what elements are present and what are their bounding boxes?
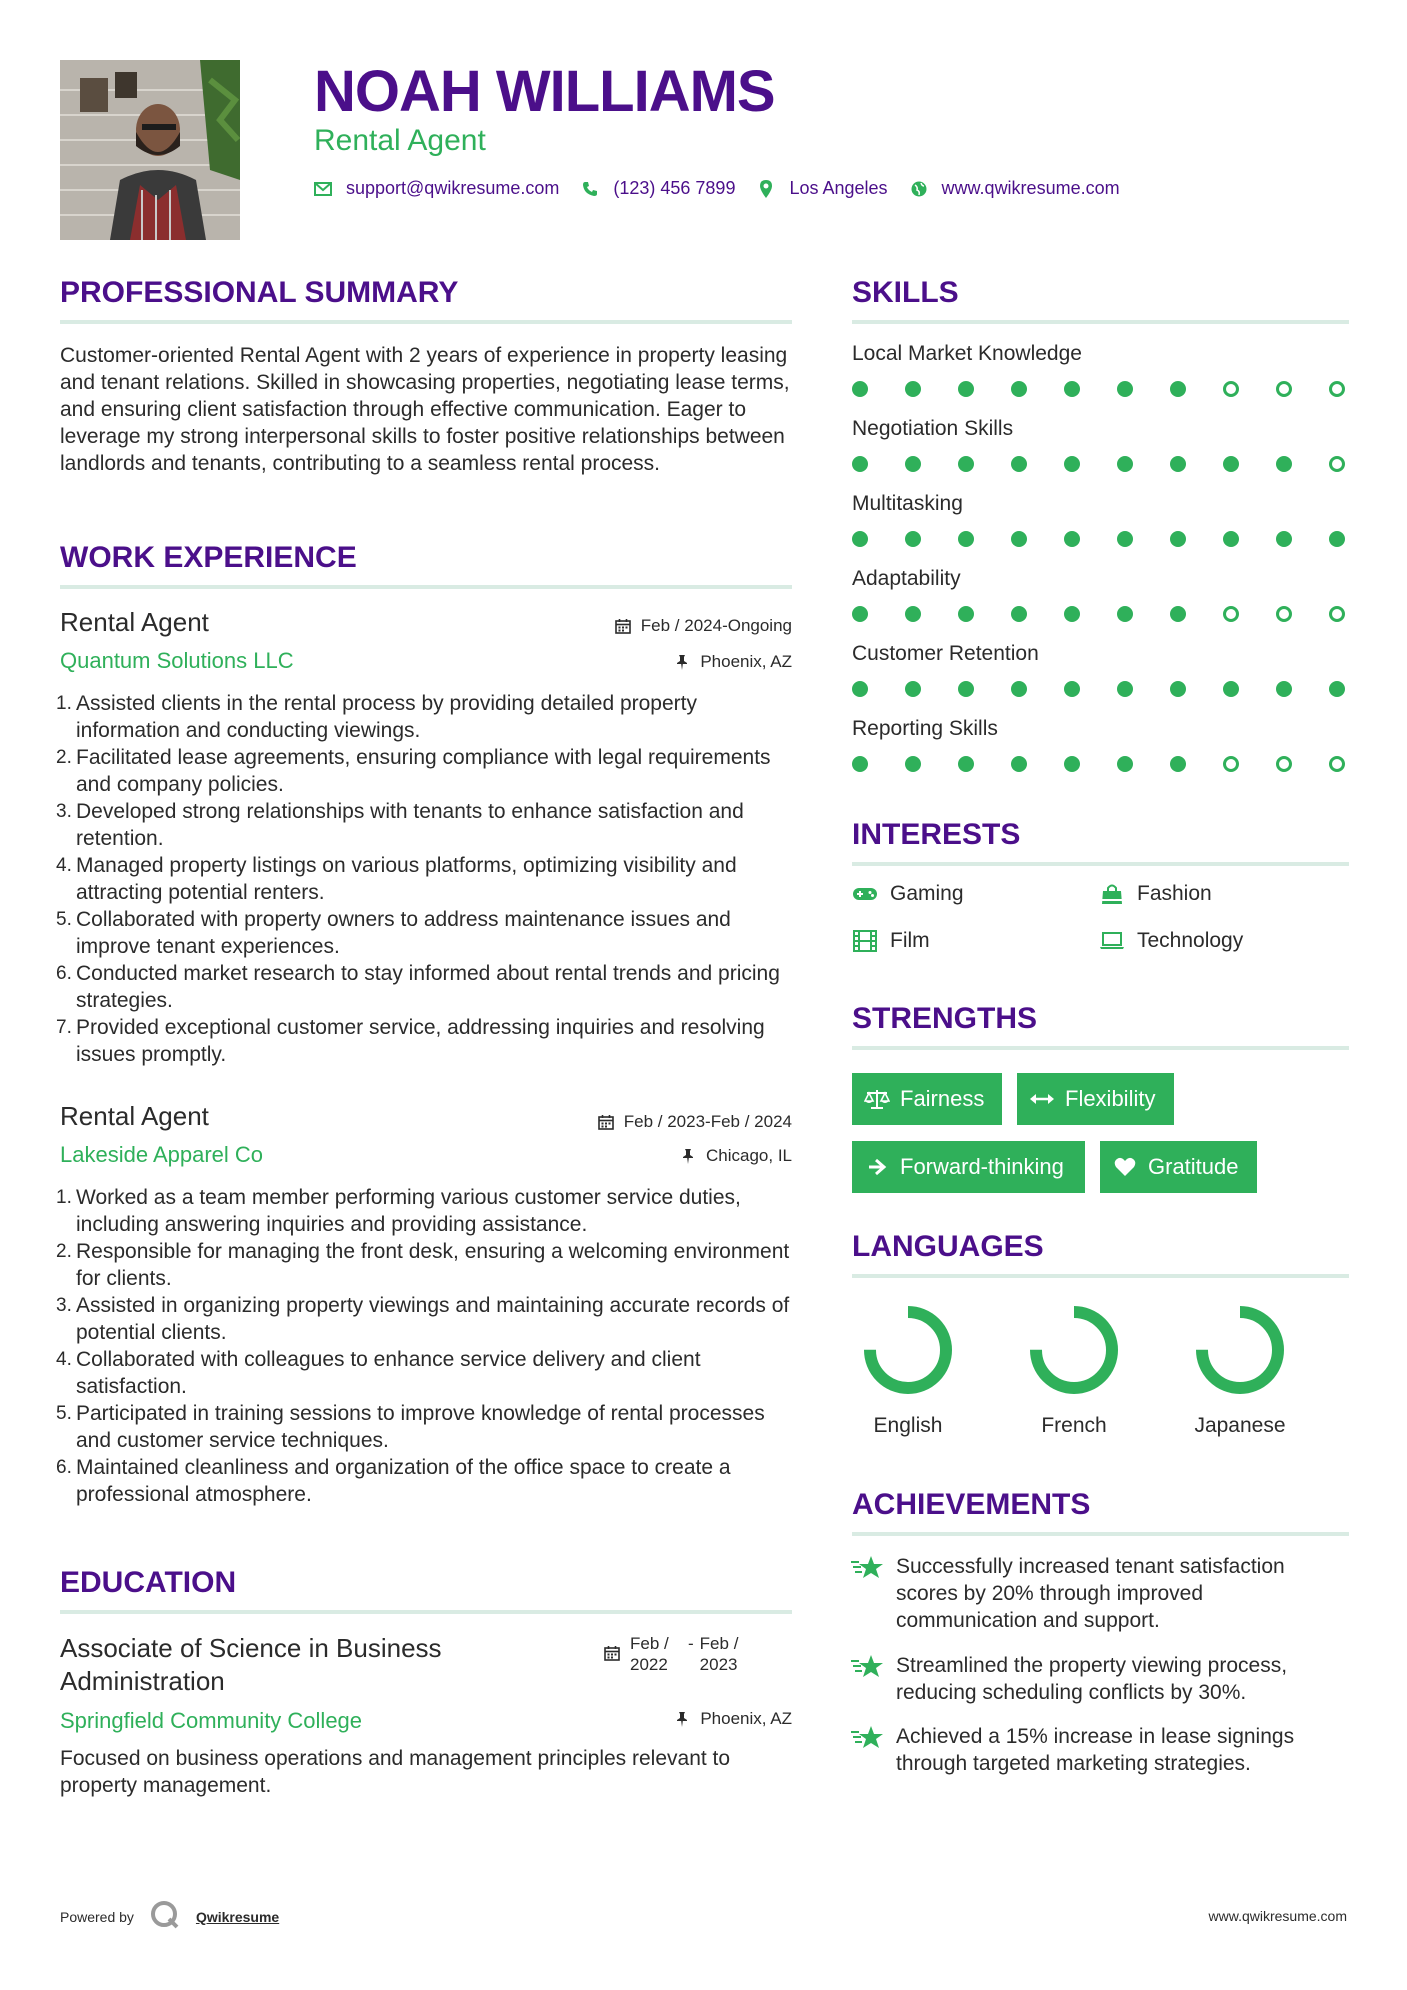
- rating-dot-empty: [1276, 756, 1292, 772]
- rating-dot-filled: [905, 381, 921, 397]
- strength-fairness: Fairness: [852, 1073, 1002, 1125]
- candidate-role: Rental Agent: [314, 124, 486, 157]
- balance-scale-icon: [864, 1088, 890, 1110]
- trophy-star-icon: [850, 1723, 884, 1751]
- list-item: 1. Assisted clients in the rental process by providing detailed property information and conducting viewings.: [56, 692, 697, 742]
- candidate-name: NOAH WILLIAMS: [314, 59, 775, 124]
- contact-email[interactable]: [314, 178, 559, 199]
- education-location-text: Phoenix, AZ: [700, 1709, 792, 1728]
- footer-website[interactable]: www.qwikresume.com: [1208, 1908, 1347, 1924]
- achievement-item: Achieved a 15% increase in lease signings through targeted marketing strategies.: [850, 1723, 1350, 1777]
- envelope-icon: [314, 180, 332, 198]
- strength-flexibility: Flexibility: [1017, 1073, 1174, 1125]
- list-item: 4. Managed property listings on various platforms, optimizing visibility and attracting potential renters.: [56, 854, 737, 904]
- skill-rating: [852, 381, 1382, 397]
- rating-dot-filled: [1276, 681, 1292, 697]
- summary-divider: [60, 320, 792, 324]
- qwikresume-logo-icon: [150, 1900, 180, 1933]
- language-item: [1170, 1300, 1310, 1438]
- language-ring: [858, 1300, 958, 1400]
- globe-icon: [910, 180, 928, 198]
- rating-dot-filled: [1117, 381, 1133, 397]
- rating-dot-filled: [1011, 606, 1027, 622]
- rating-dot-filled: [1011, 756, 1027, 772]
- language-ring: [1024, 1300, 1124, 1400]
- rating-dot-filled: [852, 531, 868, 547]
- achievements-divider: [852, 1532, 1349, 1536]
- laptop-icon: [1099, 930, 1125, 952]
- list-item: 7. Provided exceptional customer service, addressing inquiries and resolving issues promptly.: [56, 1016, 765, 1066]
- rating-dot-filled: [1276, 456, 1292, 472]
- rating-dot-filled: [1011, 456, 1027, 472]
- education-divider: [60, 1610, 792, 1614]
- rating-dot-filled: [905, 606, 921, 622]
- skill-rating: [852, 456, 1382, 472]
- list-item: 1. Worked as a team member performing various customer service duties, including answering inquiries and providing assistance.: [56, 1186, 741, 1236]
- list-item: 5. Participated in training sessions to improve knowledge of rental processes and customer service techniques.: [56, 1402, 765, 1452]
- rating-dot-filled: [958, 756, 974, 772]
- job-1-location: [560, 652, 792, 672]
- rating-dot-filled: [1223, 681, 1239, 697]
- strengths-divider: [852, 1046, 1349, 1050]
- job-1-dates-text: Feb / 2024-Ongoing: [640, 616, 792, 635]
- rating-dot-filled: [958, 606, 974, 622]
- summary-text: Customer-oriented Rental Agent with 2 years of experience in property leasing and tenant relations. Skilled in showcasing properties, negotiating lease terms, and ensuring client satisfaction through effective communication. Eager to leverage my strong interpersonal skills to foster positive relationships between landlords and tenants, contributing to a seamless rental process.: [60, 344, 790, 475]
- skill-label: Adaptability: [852, 567, 961, 590]
- language-label: French: [1041, 1414, 1107, 1437]
- shopping-bag-icon: [1099, 883, 1125, 905]
- rating-dot-filled: [1170, 756, 1186, 772]
- rating-dot-filled: [1117, 456, 1133, 472]
- rating-dot-filled: [1117, 756, 1133, 772]
- film-icon: [852, 930, 878, 952]
- contact-phone[interactable]: [581, 178, 735, 199]
- pin-icon: [680, 1148, 696, 1164]
- degree-title: Associate of Science in Business Administration: [60, 1633, 442, 1696]
- rating-dot-filled: [1170, 456, 1186, 472]
- heart-icon: [1112, 1156, 1138, 1178]
- rating-dot-filled: [852, 756, 868, 772]
- rating-dot-filled: [1064, 381, 1080, 397]
- powered-by-text: Powered by: [60, 1908, 134, 1925]
- language-item: [1004, 1300, 1144, 1438]
- rating-dot-filled: [958, 681, 974, 697]
- list-item: 6. Conducted market research to stay informed about rental trends and pricing strategies.: [56, 962, 780, 1012]
- education-start: Feb / 2022: [630, 1634, 669, 1674]
- rating-dot-empty: [1223, 606, 1239, 622]
- arrows-horizontal-icon: [1029, 1088, 1055, 1110]
- job-2-location: [560, 1146, 792, 1166]
- skill-label: Customer Retention: [852, 642, 1039, 665]
- skill-label: Multitasking: [852, 492, 963, 515]
- skills-divider: [852, 320, 1349, 324]
- rating-dot-filled: [1170, 531, 1186, 547]
- interests-heading: INTERESTS: [852, 818, 1021, 851]
- language-level-arc: [1036, 1312, 1112, 1388]
- rating-dot-filled: [1011, 531, 1027, 547]
- rating-dot-filled: [958, 531, 974, 547]
- rating-dot-filled: [1276, 531, 1292, 547]
- email-text: support@qwikresume.com: [346, 178, 560, 198]
- rating-dot-filled: [852, 681, 868, 697]
- rating-dot-empty: [1329, 756, 1345, 772]
- rating-dot-filled: [905, 681, 921, 697]
- languages-divider: [852, 1274, 1349, 1278]
- language-ring: [1190, 1300, 1290, 1400]
- job-1-dates: [560, 616, 792, 636]
- list-item: 5. Collaborated with property owners to address maintenance issues and improve tenant experiences.: [56, 908, 731, 958]
- location-text: Los Angeles: [789, 178, 888, 198]
- language-item: [838, 1300, 978, 1438]
- skill-rating: [852, 756, 1382, 772]
- rating-dot-filled: [905, 756, 921, 772]
- language-level-arc: [1202, 1312, 1278, 1388]
- job-1-location-text: Phoenix, AZ: [700, 652, 792, 671]
- strength-forward-thinking: Forward-thinking: [852, 1141, 1085, 1193]
- calendar-icon: [598, 1114, 614, 1130]
- rating-dot-filled: [1170, 681, 1186, 697]
- job-2-location-text: Chicago, IL: [706, 1146, 792, 1165]
- education-description: Focused on business operations and management principles relevant to property management.: [60, 1747, 731, 1797]
- contact-location: [757, 178, 887, 199]
- languages-heading: LANGUAGES: [852, 1230, 1044, 1263]
- interest-film: Film: [852, 929, 930, 953]
- skill-rating: [852, 606, 1382, 622]
- education-heading: EDUCATION: [60, 1566, 237, 1599]
- skill-label: Reporting Skills: [852, 717, 998, 740]
- rating-dot-filled: [852, 381, 868, 397]
- rating-dot-filled: [1064, 606, 1080, 622]
- rating-dot-filled: [1064, 756, 1080, 772]
- rating-dot-empty: [1329, 456, 1345, 472]
- school-name: Springfield Community College: [60, 1708, 363, 1733]
- language-label: English: [873, 1414, 943, 1437]
- achievement-item: Streamlined the property viewing process, reducing scheduling conflicts by 30%.: [850, 1652, 1350, 1706]
- phone-icon: [581, 180, 599, 198]
- contact-bar: [314, 178, 1142, 199]
- interests-divider: [852, 862, 1349, 866]
- list-item: 3. Developed strong relationships with tenants to enhance satisfaction and retention.: [56, 800, 744, 850]
- interest-fashion: Fashion: [1099, 882, 1212, 906]
- interest-gaming: Gaming: [852, 882, 964, 906]
- pin-icon: [674, 654, 690, 670]
- rating-dot-filled: [905, 456, 921, 472]
- language-label: Japanese: [1194, 1414, 1286, 1437]
- strengths-heading: STRENGTHS: [852, 1002, 1038, 1035]
- list-item: 4. Collaborated with colleagues to enhance service delivery and client satisfaction.: [56, 1348, 701, 1398]
- job-1-bullets: [58, 690, 795, 1068]
- rating-dot-filled: [1064, 456, 1080, 472]
- rating-dot-empty: [1276, 381, 1292, 397]
- website-text: www.qwikresume.com: [941, 178, 1120, 198]
- profile-photo: [60, 60, 240, 240]
- job-2-title: Rental Agent: [60, 1101, 209, 1131]
- job-2-dates-text: Feb / 2023-Feb / 2024: [623, 1112, 792, 1131]
- rating-dot-filled: [958, 456, 974, 472]
- rating-dot-filled: [1117, 606, 1133, 622]
- work-heading: WORK EXPERIENCE: [60, 541, 357, 574]
- achievement-item: Successfully increased tenant satisfaction scores by 20% through improved communication and support.: [850, 1553, 1350, 1634]
- rating-dot-empty: [1329, 381, 1345, 397]
- list-item: 6. Maintained cleanliness and organization of the office space to create a professional atmosphere.: [56, 1456, 731, 1506]
- rating-dot-empty: [1223, 756, 1239, 772]
- rating-dot-filled: [1117, 681, 1133, 697]
- rating-dot-empty: [1329, 606, 1345, 622]
- qwikresume-link[interactable]: Qwikresume: [195, 1908, 280, 1925]
- rating-dot-filled: [1011, 381, 1027, 397]
- language-level-arc: [870, 1312, 946, 1388]
- list-item: 2. Facilitated lease agreements, ensuring compliance with legal requirements and company policies.: [56, 746, 771, 796]
- rating-dot-empty: [1223, 381, 1239, 397]
- job-1-company: Quantum Solutions LLC: [60, 648, 294, 673]
- calendar-icon: [604, 1645, 620, 1661]
- rating-dot-filled: [1223, 456, 1239, 472]
- work-divider: [60, 585, 792, 589]
- job-2-dates: [540, 1112, 792, 1132]
- trophy-star-icon: [850, 1652, 884, 1680]
- rating-dot-filled: [852, 606, 868, 622]
- rating-dot-filled: [1064, 681, 1080, 697]
- rating-dot-empty: [1276, 606, 1292, 622]
- skill-label: Local Market Knowledge: [852, 342, 1082, 365]
- rating-dot-filled: [1170, 381, 1186, 397]
- rating-dot-filled: [958, 381, 974, 397]
- job-1-title: Rental Agent: [60, 607, 209, 637]
- skills-heading: SKILLS: [852, 276, 959, 309]
- rating-dot-filled: [1329, 681, 1345, 697]
- arrow-right-icon: [864, 1156, 890, 1178]
- list-item: 2. Responsible for managing the front desk, ensuring a welcoming environment for clients.: [56, 1240, 790, 1290]
- footer-powered-by: [60, 1900, 279, 1933]
- strength-gratitude: Gratitude: [1100, 1141, 1257, 1193]
- skill-rating: [852, 681, 1382, 697]
- gamepad-icon: [852, 883, 878, 905]
- education-location: [560, 1709, 792, 1729]
- rating-dot-filled: [852, 456, 868, 472]
- contact-website[interactable]: [910, 178, 1120, 199]
- rating-dot-filled: [1117, 531, 1133, 547]
- rating-dot-filled: [1064, 531, 1080, 547]
- rating-dot-filled: [1223, 531, 1239, 547]
- skill-rating: [852, 531, 1382, 547]
- rating-dot-filled: [1011, 681, 1027, 697]
- education-end: Feb / 2023: [699, 1634, 739, 1674]
- pin-icon: [674, 1711, 690, 1727]
- achievements-heading: ACHIEVEMENTS: [852, 1488, 1091, 1521]
- summary-heading: PROFESSIONAL SUMMARY: [60, 276, 459, 309]
- job-2-bullets: [58, 1184, 795, 1508]
- phone-text: (123) 456 7899: [613, 178, 736, 198]
- interest-technology: Technology: [1099, 929, 1243, 953]
- job-2-company: Lakeside Apparel Co: [60, 1142, 264, 1167]
- map-marker-icon: [757, 180, 775, 198]
- list-item: 3. Assisted in organizing property viewings and maintaining accurate records of potential clients.: [56, 1294, 790, 1344]
- trophy-star-icon: [850, 1553, 884, 1581]
- skill-label: Negotiation Skills: [852, 417, 1014, 440]
- calendar-icon: [615, 618, 631, 634]
- rating-dot-filled: [1329, 531, 1345, 547]
- rating-dot-filled: [1170, 606, 1186, 622]
- rating-dot-filled: [905, 531, 921, 547]
- education-dates: Feb / 2022 - Feb / 2023: [604, 1633, 750, 1675]
